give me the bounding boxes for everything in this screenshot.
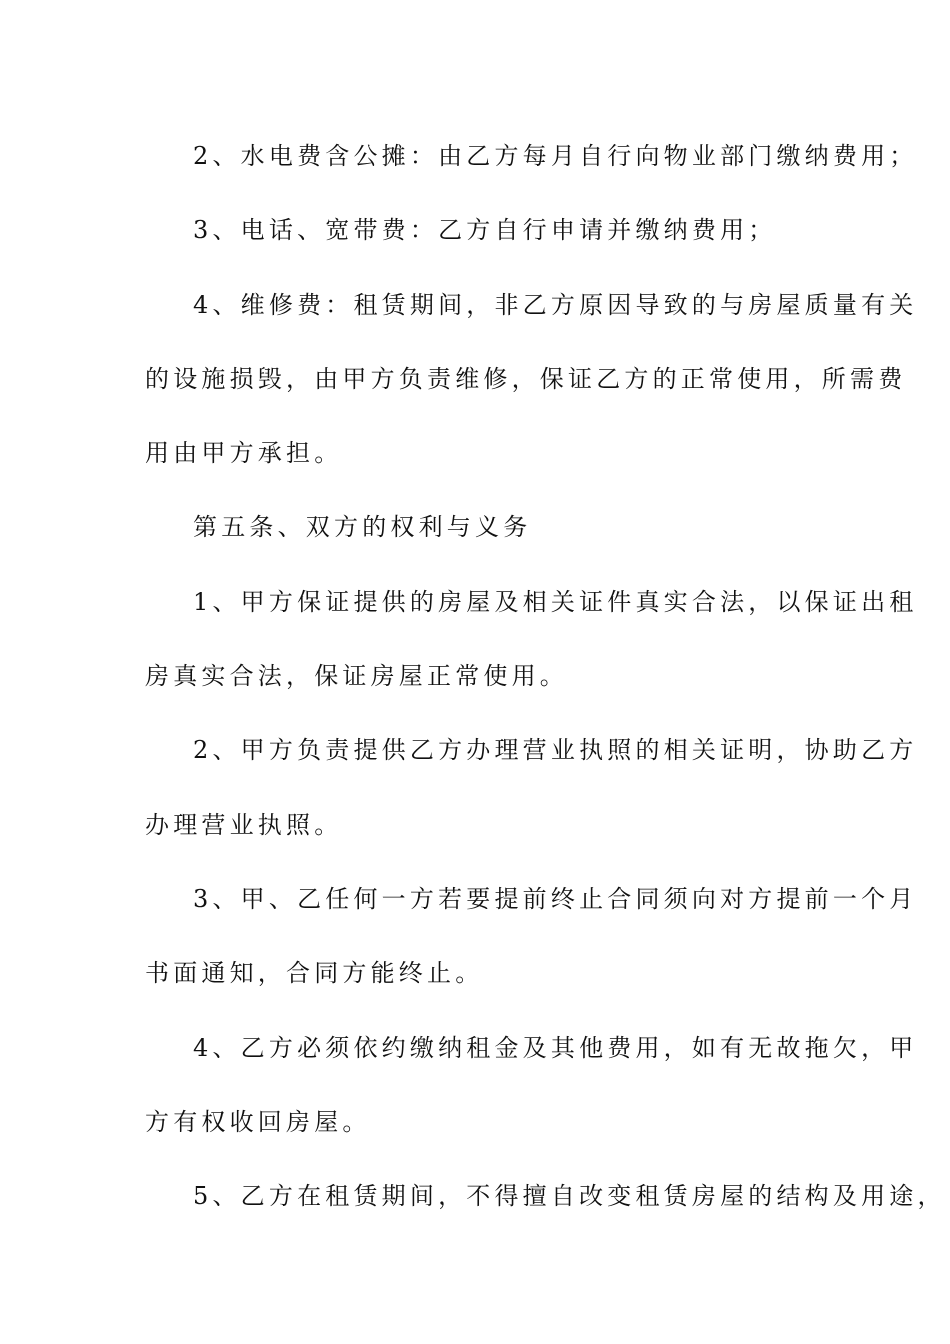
paragraph-line: 3、甲、乙任何一方若要提前终止合同须向对方提前一个月 xyxy=(193,884,918,913)
paragraph-line: 3、电话、宽带费：乙方自行申请并缴纳费用； xyxy=(193,216,777,245)
document-body xyxy=(145,131,946,1245)
paragraph-line: 2、水电费含公摊：由乙方每月自行向物业部门缴纳费用； xyxy=(193,142,918,170)
paragraph-line: 1、甲方保证提供的房屋及相关证件真实合法，以保证出租 xyxy=(193,587,918,616)
paragraph-line: 办理营业执照。 xyxy=(145,810,343,839)
paragraph-line: 5、乙方在租赁期间，不得擅自改变租赁房屋的结构及用途， xyxy=(193,1182,946,1211)
paragraph-line: 房真实合法，保证房屋正常使用。 xyxy=(145,662,568,691)
section-heading: 第五条、双方的权利与义务 xyxy=(193,513,532,542)
paragraph-line: 书面通知，合同方能终止。 xyxy=(145,959,484,988)
paragraph-line: 用由甲方承担。 xyxy=(145,439,343,468)
paragraph-line: 4、乙方必须依约缴纳租金及其他费用，如有无故拖欠，甲 xyxy=(193,1033,918,1062)
paragraph-line: 2、甲方负责提供乙方办理营业执照的相关证明，协助乙方 xyxy=(193,736,918,765)
paragraph-line: 4、维修费：租赁期间，非乙方原因导致的与房屋质量有关 xyxy=(193,290,918,319)
paragraph-line: 方有权收回房屋。 xyxy=(145,1107,371,1136)
paragraph-line: 的设施损毁，由甲方负责维修，保证乙方的正常使用，所需费 xyxy=(145,364,907,393)
